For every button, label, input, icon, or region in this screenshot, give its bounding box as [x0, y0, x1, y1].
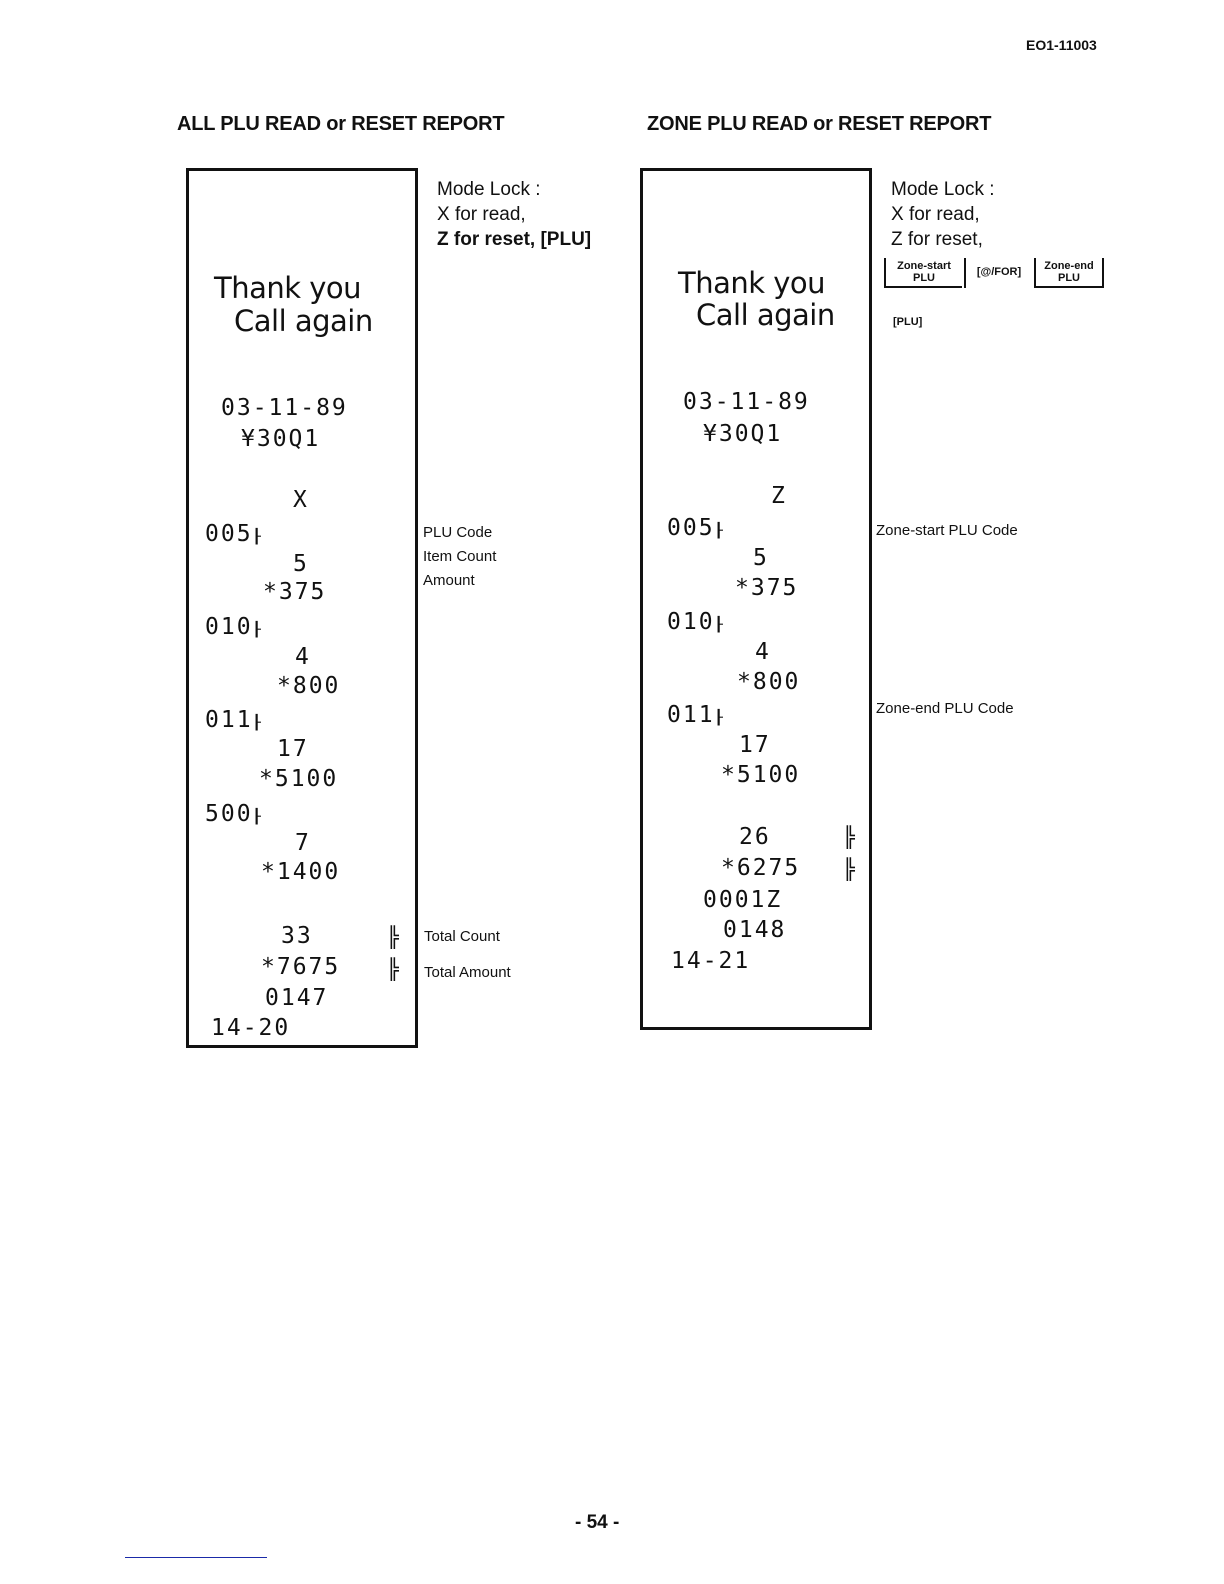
- dept-mark-icon: ┠: [252, 715, 263, 731]
- total-mark-icon: ╠: [843, 857, 856, 881]
- consecutive-number: 0147: [265, 985, 329, 1011]
- call-again-text: Call again: [696, 298, 835, 332]
- reset-count: 0001Z: [703, 887, 783, 913]
- item-count: 17: [277, 736, 309, 762]
- report-date: 03-11-89: [221, 395, 348, 421]
- register-number: ¥30Q1: [241, 426, 321, 452]
- report-mode: Z: [771, 483, 787, 509]
- mode-lock-line: Mode Lock :: [891, 179, 995, 200]
- zone-start-plu-key: [884, 258, 962, 288]
- dept-mark-icon: ┠: [714, 710, 725, 726]
- mode-lock-line: Mode Lock :: [437, 179, 541, 200]
- plu-code: [667, 517, 725, 540]
- item-amount: *1400: [261, 859, 341, 885]
- zone-plu-receipt: [640, 168, 872, 1030]
- item-amount: *5100: [721, 762, 801, 788]
- item-amount: *800: [277, 673, 341, 699]
- annotation-item-count: Item Count: [423, 548, 497, 565]
- mode-lock-line: Z for reset,: [891, 229, 983, 250]
- key-label: PLU: [1058, 272, 1080, 284]
- annotation-total-count: Total Count: [424, 928, 500, 945]
- item-count: 5: [293, 551, 309, 577]
- plu-code: [205, 709, 263, 732]
- zone-end-plu-key: [1034, 258, 1104, 288]
- report-date: 03-11-89: [683, 389, 810, 415]
- thank-you-text: Thank you: [678, 266, 826, 300]
- item-amount: *375: [735, 575, 799, 601]
- plu-key: [PLU]: [893, 316, 923, 328]
- plu-code-value: 500: [205, 801, 253, 827]
- annotation-total-amount: Total Amount: [424, 964, 511, 981]
- all-plu-report-title: ALL PLU READ or RESET REPORT: [177, 113, 505, 135]
- key-label: [@/FOR]: [976, 266, 1022, 278]
- total-mark-icon: ╠: [387, 957, 400, 981]
- call-again-text: Call again: [234, 304, 373, 338]
- all-plu-receipt: [186, 168, 418, 1048]
- item-count: 7: [295, 830, 311, 856]
- consecutive-number: 0148: [723, 917, 787, 943]
- item-amount: *375: [263, 579, 327, 605]
- footer-divider: [125, 1557, 267, 1558]
- report-mode: X: [293, 487, 309, 513]
- dept-mark-icon: ┠: [252, 529, 263, 545]
- document-number: EO1-11003: [1026, 37, 1097, 53]
- dept-mark-icon: ┠: [714, 617, 725, 633]
- item-amount: *5100: [259, 766, 339, 792]
- plu-code: [205, 803, 263, 826]
- key-label: Zone-end: [1044, 260, 1094, 272]
- plu-code-value: 010: [205, 614, 253, 640]
- thank-you-text: Thank you: [214, 271, 362, 305]
- item-count: 5: [753, 545, 769, 571]
- dept-mark-icon: ┠: [252, 809, 263, 825]
- report-time: 14-20: [211, 1015, 291, 1041]
- total-count: 26: [739, 824, 771, 850]
- dept-mark-icon: ┠: [714, 523, 725, 539]
- plu-code: [205, 523, 263, 546]
- mode-lock-line: Z for reset, [PLU]: [437, 229, 592, 250]
- plu-code-value: 005: [205, 521, 253, 547]
- plu-code-value: 010: [667, 609, 715, 635]
- key-label: PLU: [913, 272, 935, 284]
- plu-code-value: 011: [205, 707, 253, 733]
- total-count: 33: [281, 923, 313, 949]
- dept-mark-icon: ┠: [252, 622, 263, 638]
- item-amount: *800: [737, 669, 801, 695]
- annotation-plu-code: PLU Code: [423, 524, 493, 541]
- total-amount: *6275: [721, 855, 801, 881]
- annotation-zone-end: Zone-end PLU Code: [876, 700, 1014, 717]
- plu-code: [667, 611, 725, 634]
- annotation-amount: Amount: [423, 572, 475, 589]
- register-number: ¥30Q1: [703, 421, 783, 447]
- key-label: Zone-start: [897, 260, 951, 272]
- mode-lock-instructions: [437, 177, 591, 252]
- plu-code-value: 011: [667, 702, 715, 728]
- zone-plu-report-title: ZONE PLU READ or RESET REPORT: [647, 113, 992, 135]
- item-count: 4: [755, 639, 771, 665]
- plu-code-value: 005: [667, 515, 715, 541]
- mode-lock-line: X for read,: [437, 204, 526, 225]
- mode-lock-line: X for read,: [891, 204, 980, 225]
- item-count: 4: [295, 644, 311, 670]
- total-mark-icon: ╠: [387, 925, 400, 949]
- plu-code: [667, 704, 725, 727]
- item-count: 17: [739, 732, 771, 758]
- total-amount: *7675: [261, 954, 341, 980]
- total-mark-icon: ╠: [843, 825, 856, 849]
- at-for-key: [964, 258, 1032, 288]
- plu-code: [205, 616, 263, 639]
- mode-lock-instructions: [891, 177, 995, 252]
- annotation-zone-start: Zone-start PLU Code: [876, 522, 1018, 539]
- report-time: 14-21: [671, 948, 751, 974]
- page-number: - 54 -: [575, 1512, 620, 1533]
